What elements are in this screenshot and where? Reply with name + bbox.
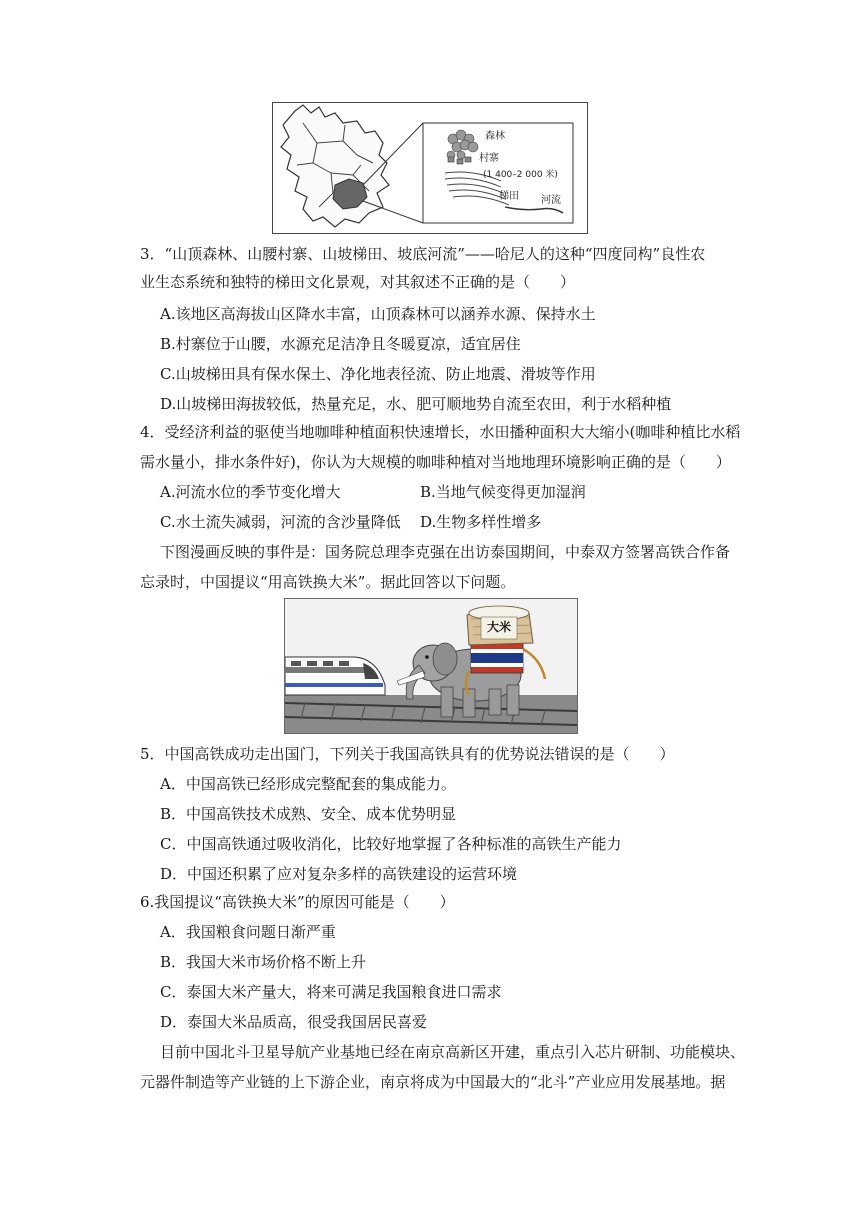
q5-option-a: A．中国高铁已经形成完整配套的集成能力。: [160, 775, 456, 793]
label-altitude: (1 400–2 000 米): [483, 170, 558, 180]
q4-stem-line1: 4．受经济利益的驱使当地咖啡种植面积快速增长，水田播种面积大大缩小(咖啡种植比水稻: [140, 423, 741, 441]
q6-option-d: D．泰国大米品质高，很受我国居民喜爱: [160, 1013, 428, 1031]
q4-option-b: B.当地气候变得更加湿润: [420, 483, 586, 501]
q3-stem-line1: 3．“山顶森林、山腰村寨、山坡梯田、坡底河流”——哈尼人的这种“四度同构”良性农: [140, 245, 706, 263]
q4-option-a: A.河流水位的季节变化增大: [160, 483, 341, 501]
q3-option-c: C.山坡梯田具有保水保土、净化地表径流、防止地震、滑坡等作用: [160, 365, 596, 383]
map-figure: [272, 102, 588, 234]
q5-option-c: C．中国高铁通过吸收消化，比较好地掌握了各种标准的高铁生产能力: [160, 835, 622, 853]
rice-label: 大米: [487, 620, 512, 634]
beidou-intro-line1: 目前中国北斗卫星导航产业基地已经在南京高新区开建，重点引入芯片研制、功能模块、: [160, 1043, 746, 1061]
q6-option-c: C．泰国大米产量大，将来可满足我国粮食进口需求: [160, 983, 502, 1001]
q5-stem: 5．中国高铁成功走出国门，下列关于我国高铁具有的优势说法错误的是（ ）: [140, 745, 675, 763]
q3-option-a: A.该地区高海拔山区降水丰富，山顶森林可以涵养水源、保持水土: [160, 305, 596, 323]
q5-option-d: D．中国还积累了应对复杂多样的高铁建设的运营环境: [160, 865, 518, 883]
beidou-intro-line2: 元器件制造等产业链的上下游企业，南京将成为中国最大的“北斗”产业应用发展基地。据: [140, 1073, 726, 1091]
q6-stem: 6.我国提议“高铁换大米”的原因可能是（ ）: [140, 893, 455, 911]
cartoon-figure: [284, 598, 578, 734]
cartoon-intro-line1: 下图漫画反映的事件是：国务院总理李克强在出访泰国期间，中泰双方签署高铁合作备: [160, 543, 731, 561]
label-terrace: 梯田: [499, 191, 519, 202]
thai-flag-icon: [471, 643, 523, 673]
label-village: 村寨: [479, 153, 499, 164]
cartoon-intro-line2: 忘录时，中国提议“用高铁换大米”。据此回答以下问题。: [140, 573, 516, 591]
q4-stem-line2: 需水量小，排水条件好)，你认为大规模的咖啡种植对当地地理环境影响正确的是（ ）: [140, 453, 731, 471]
q5-option-b: B．中国高铁技术成熟、安全、成本优势明显: [160, 805, 457, 823]
q6-option-a: A．我国粮食问题日渐严重: [160, 923, 336, 941]
province-map-outline: [281, 105, 389, 227]
label-forest: 森林: [485, 131, 505, 142]
q3-option-d: D.山坡梯田海拔较低，热量充足，水、肥可顺地势自流至农田，利于水稻种植: [160, 395, 672, 413]
train-icon: [285, 657, 385, 695]
q3-stem-line2: 业生态系统和独特的梯田文化景观，对其叙述不正确的是（ ）: [140, 273, 576, 291]
q3-option-b: B.村寨位于山腰，水源充足洁净且冬暖夏凉，适宜居住: [160, 335, 521, 353]
q4-option-d: D.生物多样性增多: [420, 513, 542, 531]
label-river: 河流: [541, 195, 561, 206]
q4-option-c: C.水土流失减弱，河流的含沙量降低: [160, 513, 401, 531]
q6-option-b: B．我国大米市场价格不断上升: [160, 953, 367, 971]
